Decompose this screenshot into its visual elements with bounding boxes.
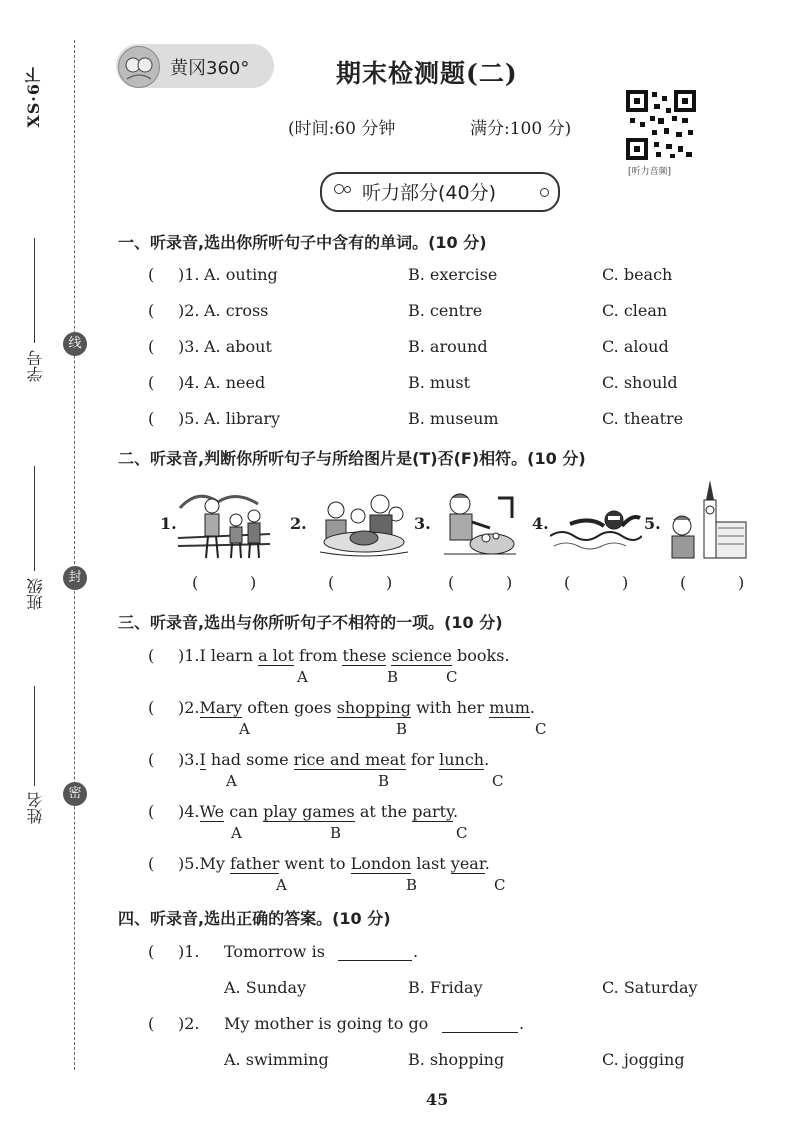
margin-code: XS·6下	[24, 66, 43, 128]
page-title: 期末检测题(二)	[336, 59, 518, 88]
part3-sentence	[178, 854, 490, 873]
sentence-text: My	[199, 854, 231, 873]
underlined-c: party	[412, 802, 453, 821]
bubble-icon	[334, 184, 344, 194]
letter-c: C	[494, 876, 506, 894]
qr-caption: [听力音频]	[628, 167, 672, 177]
answer-paren: )	[506, 573, 513, 592]
option-c: C. clean	[602, 301, 668, 320]
cut-line	[74, 40, 75, 1070]
answer-paren[interactable]: (	[148, 698, 155, 717]
part3-sentence	[178, 802, 458, 821]
brand-logo	[118, 46, 160, 88]
letter-b: B	[378, 772, 390, 790]
class-line[interactable]	[34, 466, 35, 571]
underlined-a: a lot	[258, 646, 294, 665]
name-line[interactable]	[34, 686, 35, 786]
answer-blank[interactable]	[338, 944, 412, 961]
sentence-text: .	[484, 854, 490, 873]
exam-time: (时间:60 分钟	[288, 119, 396, 139]
answer-paren[interactable]: (	[148, 750, 155, 769]
option-b: B. Friday	[408, 978, 483, 997]
underlined-b: rice and meat	[293, 750, 406, 769]
answer-paren[interactable]: (	[148, 373, 155, 392]
option-b: B. exercise	[408, 265, 498, 284]
kids-logo-icon	[119, 47, 159, 87]
listening-banner-label: 听力部分(40分)	[362, 182, 497, 204]
answer-paren[interactable]: (	[148, 942, 155, 961]
option-a: A. about	[204, 337, 272, 356]
answer-paren[interactable]: (	[148, 337, 155, 356]
option-a: A. cross	[204, 301, 269, 320]
seal-line: 线	[63, 332, 87, 356]
answer-paren[interactable]: (	[148, 265, 155, 284]
option-b: B. around	[408, 337, 488, 356]
option-a: A. Sunday	[224, 978, 307, 997]
family-outing-picture	[178, 488, 270, 562]
washing-dishes-picture	[436, 488, 520, 560]
sentence-text: from	[293, 646, 343, 665]
item-number: )1.	[178, 265, 200, 284]
sentence-text: can	[224, 802, 264, 821]
answer-paren[interactable]: (	[328, 573, 335, 592]
letter-b: B	[330, 824, 342, 842]
option-b: B. centre	[408, 301, 483, 320]
student-number-line[interactable]	[34, 238, 35, 343]
answer-paren: )	[386, 573, 393, 592]
option-b: B. museum	[408, 409, 499, 428]
sentence-text: with her	[411, 698, 490, 717]
item-number: )4.	[178, 373, 200, 392]
option-c: C. aloud	[602, 337, 669, 356]
underlined-b: London	[350, 854, 412, 873]
answer-paren[interactable]: (	[148, 854, 155, 873]
answer-paren[interactable]: (	[192, 573, 199, 592]
letter-a: A	[297, 668, 308, 686]
option-c: C. jogging	[602, 1050, 685, 1069]
underlined-c: year	[450, 854, 485, 873]
answer-blank[interactable]	[442, 1016, 518, 1033]
underlined-a: We	[199, 802, 225, 821]
option-c: C. Saturday	[602, 978, 698, 997]
option-a: A. library	[204, 409, 281, 428]
underlined-c: lunch	[439, 750, 485, 769]
page-number: 45	[426, 1090, 449, 1109]
option-c: C. theatre	[602, 409, 684, 428]
picture-label: 1.	[160, 514, 177, 533]
sentence-text: at the	[354, 802, 413, 821]
item-number: )2.	[178, 301, 200, 320]
underlined-a: father	[230, 854, 280, 873]
sentence-text: .	[484, 750, 490, 769]
picture-label: 2.	[290, 514, 307, 533]
letter-c: C	[492, 772, 504, 790]
answer-paren[interactable]: (	[148, 802, 155, 821]
item-number: )1.	[178, 942, 200, 961]
answer-paren: )	[738, 573, 745, 592]
sentence-text: for	[405, 750, 440, 769]
bubble-icon	[344, 186, 351, 193]
item-number: )4.	[178, 802, 200, 821]
student-number-label: 学号	[26, 350, 45, 382]
item-number: )2.	[178, 698, 200, 717]
part3-sentence	[178, 750, 489, 769]
option-b: B. must	[408, 373, 471, 392]
underlined-c: science	[391, 646, 452, 665]
sentence-text: books.	[451, 646, 510, 665]
item-number: )5.	[178, 409, 200, 428]
sentence-text: went to	[279, 854, 351, 873]
answer-paren[interactable]: (	[448, 573, 455, 592]
exam-score: 满分:100 分)	[470, 119, 572, 139]
answer-paren[interactable]: (	[148, 646, 155, 665]
part1-heading: 一、听录音,选出你所听句子中含有的单词。(10 分)	[118, 233, 487, 252]
seal-seal: 封	[63, 566, 87, 590]
question-end: .	[413, 942, 419, 961]
bubble-icon	[540, 188, 549, 197]
item-number: )5.	[178, 854, 200, 873]
part3-sentence	[178, 646, 510, 665]
question-text: My mother is going to go	[224, 1014, 429, 1033]
sentence-text: I learn	[199, 646, 259, 665]
letter-b: B	[406, 876, 418, 894]
option-c: C. should	[602, 373, 678, 392]
underlined-c: mum	[489, 698, 530, 717]
picture-label: 5.	[644, 514, 661, 533]
letter-a: A	[226, 772, 237, 790]
letter-b: B	[396, 720, 408, 738]
part3-sentence	[178, 698, 535, 717]
picture-label: 4.	[532, 514, 549, 533]
item-number: )3.	[178, 337, 200, 356]
family-dinner-picture	[316, 490, 412, 560]
answer-paren[interactable]: (	[148, 1014, 155, 1033]
letter-c: C	[456, 824, 468, 842]
name-label: 姓名	[26, 792, 45, 824]
answer-paren: )	[622, 573, 629, 592]
sentence-text: .	[452, 802, 459, 821]
letter-a: A	[231, 824, 242, 842]
part4-heading: 四、听录音,选出正确的答案。(10 分)	[118, 909, 391, 928]
option-b: B. shopping	[408, 1050, 505, 1069]
question-text: Tomorrow is	[224, 942, 325, 961]
item-number: )1.	[178, 646, 200, 665]
seal-secret: 密	[63, 782, 87, 806]
qr-code-icon[interactable]	[626, 90, 696, 160]
letter-b: B	[387, 668, 399, 686]
brand-text: 黄冈360°	[170, 58, 250, 79]
letter-a: A	[239, 720, 250, 738]
sentence-text: last	[411, 854, 451, 873]
part3-heading: 三、听录音,选出与你所听句子不相符的一项。(10 分)	[118, 613, 503, 632]
question-end: .	[519, 1014, 525, 1033]
answer-paren: )	[250, 573, 257, 592]
sentence-text: often goes	[242, 698, 337, 717]
option-a: A. outing	[204, 265, 278, 284]
sentence-text: .	[529, 698, 535, 717]
option-a: A. swimming	[224, 1050, 329, 1069]
picture-label: 3.	[414, 514, 431, 533]
option-c: C. beach	[602, 265, 673, 284]
item-number: )3.	[178, 750, 200, 769]
letter-a: A	[276, 876, 287, 894]
answer-paren[interactable]: (	[564, 573, 571, 592]
answer-paren[interactable]: (	[148, 409, 155, 428]
sentence-text: had some	[205, 750, 294, 769]
part2-heading: 二、听录音,判断你所听句子与所给图片是(T)否(F)相符。(10 分)	[118, 449, 586, 468]
underlined-b: these	[342, 646, 387, 665]
answer-paren[interactable]: (	[148, 301, 155, 320]
underlined-b: shopping	[336, 698, 411, 717]
letter-c: C	[446, 668, 458, 686]
underlined-b: play games	[263, 802, 355, 821]
item-number: )2.	[178, 1014, 200, 1033]
class-label: 班级	[26, 578, 45, 610]
letter-c: C	[535, 720, 547, 738]
option-a: A. need	[204, 373, 266, 392]
swimming-picture	[550, 496, 642, 560]
london-landmark-picture	[666, 478, 748, 560]
answer-paren[interactable]: (	[680, 573, 687, 592]
underlined-a: I	[199, 750, 206, 769]
underlined-a: Mary	[199, 698, 243, 717]
